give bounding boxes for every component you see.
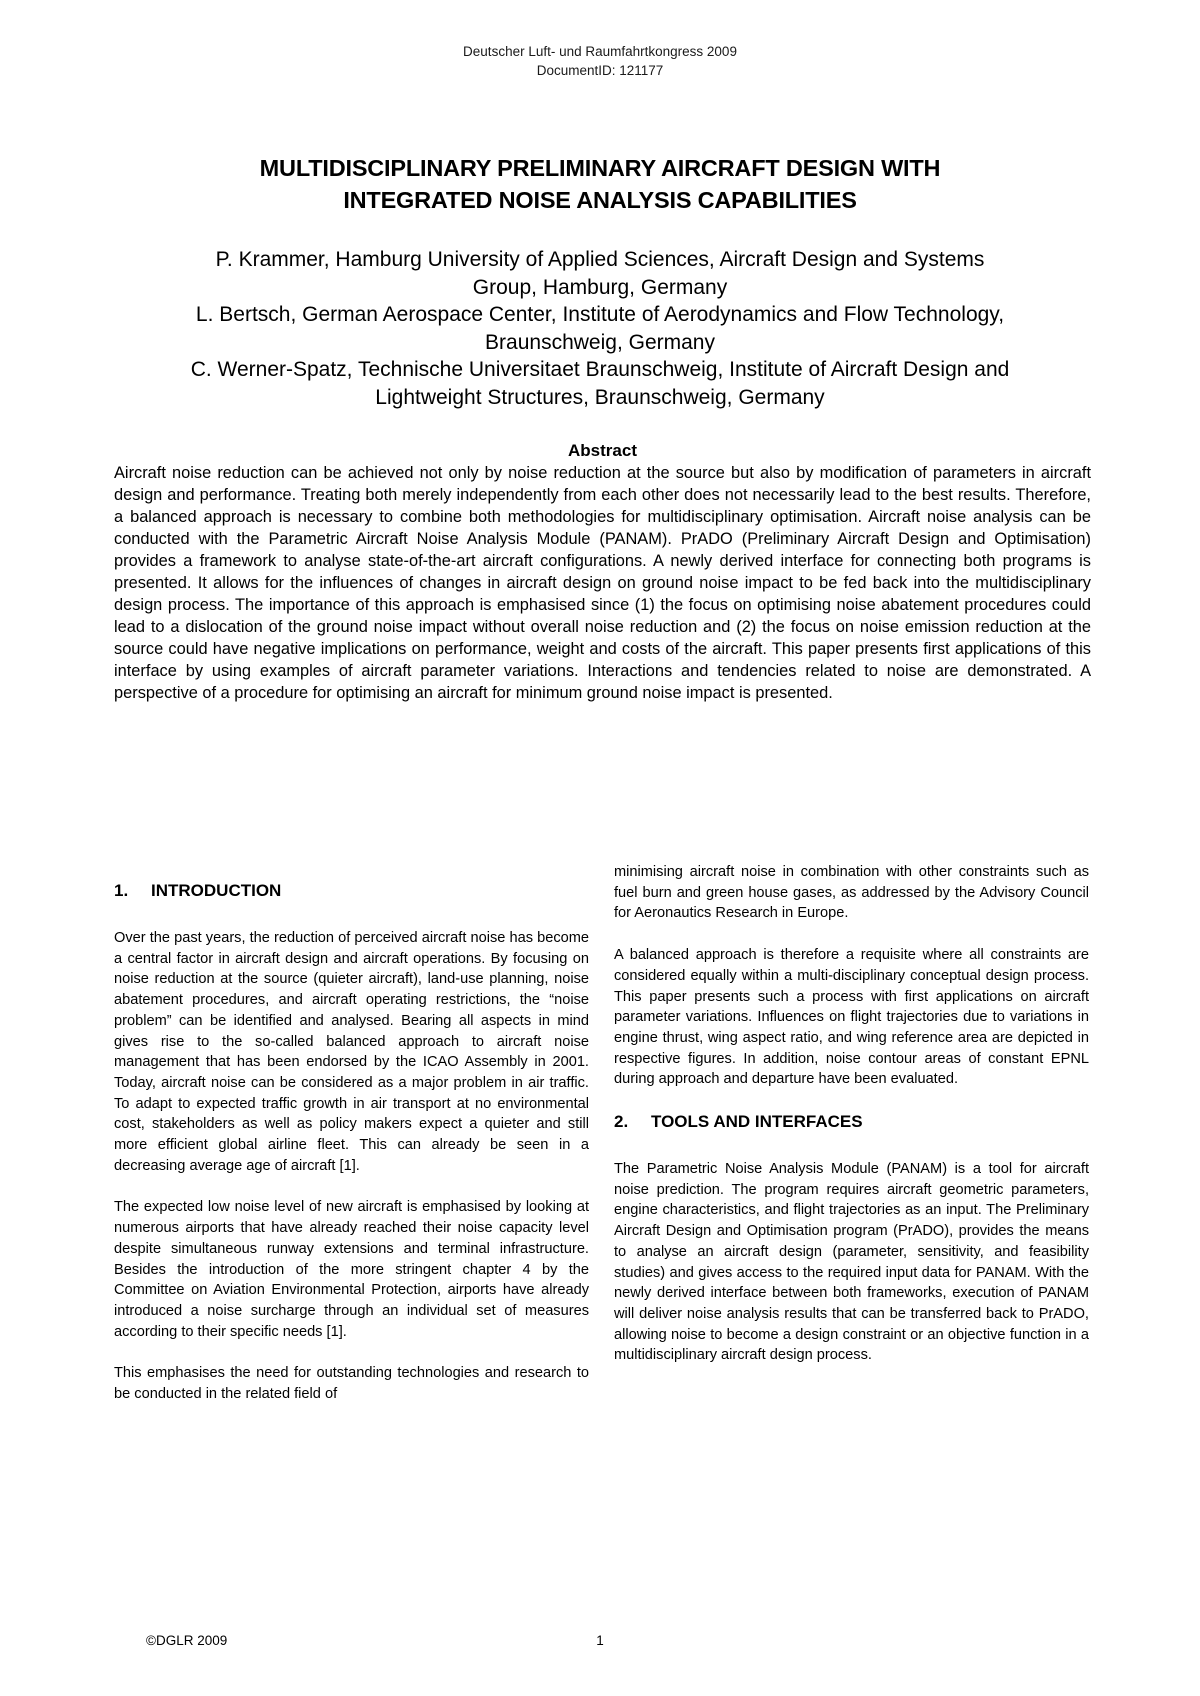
author-3-line-1: C. Werner-Spatz, Technische Universitaet Braunschweig, Institute of Aircraft Design and (190, 358, 1010, 381)
author-list (80, 246, 1120, 411)
author-1-line-1: P. Krammer, Hamburg University of Applied Sciences, Aircraft Design and Systems (215, 248, 985, 271)
running-header (0, 42, 1200, 80)
section-title: TOOLS AND INTERFACES (651, 1112, 863, 1132)
author-2-line-1: L. Bertsch, German Aerospace Center, Institute of Aerodynamics and Flow Technology, (195, 303, 1005, 326)
paragraph: This emphasises the need for outstanding technologies and research to be conducted in the related field of (114, 1365, 589, 1403)
paper-title (100, 152, 1100, 216)
section-heading-introduction (114, 880, 589, 902)
paragraph: Over the past years, the reduction of perceived aircraft noise has become a central factor in aircraft design and aircraft operations. By focusing on noise reduction at the source (quieter aircraft), land-use planning, noise abatement procedures, and aircraft operating restrictions, the “noise problem” can be identified and analysed. Bearing all aspects in mind gives rise to the so-called balanced approach to aircraft noise management that has been endorsed by the ICAO Assembly in 2001. Today, aircraft noise can be considered as a major problem in air traffic. To adapt to expected traffic growth in air transport at no environmental cost, stakeholders as well as policy makers expect a quieter and still more efficient global airline fleet. This can already be seen in a decreasing average age of aircraft [1]. (114, 930, 589, 1174)
paragraph: The expected low noise level of new aircraft is emphasised by looking at numerous airports that have already reached their noise capacity level despite simultaneous runway extensions and terminal infrastructure. Besides the introduction of the more stringent chapter 4 by the Committee on Aviation Environmental Protection, airports have already introduced a noise surcharge through an individual set of measures according to their specific needs [1]. (114, 1199, 589, 1340)
conference-name: Deutscher Luft- und Raumfahrtkongress 2009 (463, 44, 737, 59)
paragraph: The Parametric Noise Analysis Module (PANAM) is a tool for aircraft noise prediction. The program requires aircraft geometric parameters, engine characteristics, and flight trajectories as an input. The Preliminary Aircraft Design and Optimisation program (PrADO), provides the means to analyse an aircraft design (parameter, sensitivity, and feasibility studies) and gives access to the required input data for PANAM. With the newly derived interface between both frameworks, execution of PANAM will deliver noise analysis results that can be transferred back to PrADO, allowing noise to become a design constraint or an objective function in a multidisciplinary aircraft design process. (614, 1161, 1089, 1364)
author-1-line-2: Group, Hamburg, Germany (472, 275, 728, 299)
abstract-heading: Abstract (568, 441, 637, 460)
right-column (614, 862, 1089, 1387)
document-id: DocumentID: 121177 (536, 63, 664, 78)
title-line-2: INTEGRATED NOISE ANALYSIS CAPABILITIES (343, 187, 857, 213)
abstract-section (114, 440, 1091, 704)
paragraph: A balanced approach is therefore a requisite where all constraints are considered equally within a multi-disciplinary conceptual design process. This paper presents such a process with first applications on aircraft parameter variations. Influences on flight trajectories due to variations in engine thrust, wing aspect ratio, and wing reference area are depicted in respective figures. In addition, noise contour areas of constant EPNL during approach and departure have been evaluated. (614, 947, 1089, 1088)
paragraph: minimising aircraft noise in combination with other constraints such as fuel burn and green house gases, as addressed by the Advisory Council for Aeronautics Research in Europe. (614, 864, 1089, 922)
footer-page-number: 1 (596, 1633, 604, 1648)
author-3-line-2: Lightweight Structures, Braunschweig, Germany (375, 385, 825, 409)
footer-copyright: ©DGLR 2009 (146, 1633, 228, 1648)
section-title: INTRODUCTION (151, 881, 282, 900)
abstract-text: Aircraft noise reduction can be achieved not only by noise reduction at the source but also by modification of parameters in aircraft design and performance. Treating both merely independently from each other does not necessarily lead to the best results. Therefore, a balanced approach is necessary to combine both methodologies for multidisciplinary optimisation. Aircraft noise analysis can be conducted with the Parametric Aircraft Noise Analysis Module (PANAM). PrADO (Preliminary Aircraft Design and Optimisation) provides a framework to analyse state-of-the-art aircraft configurations. A newly derived interface for connecting both programs is presented. It allows for the influences of changes in aircraft design on ground noise impact to be fed back into the multidisciplinary design process. The importance of this approach is emphasised since (1) the focus on optimising noise abatement procedures could lead to a dislocation of the ground noise impact without overall noise reduction and (2) the focus on noise emission reduction at the source could have negative implications on performance, weight and costs of the aircraft. This paper presents first applications of this interface by using examples of aircraft parameter variations. Interactions and tendencies related to noise are demonstrated. A perspective of a procedure for optimising an aircraft for minimum ground noise impact is presented. (114, 464, 1091, 702)
section-number: 1. (114, 881, 129, 900)
title-line-1: MULTIDISCIPLINARY PRELIMINARY AIRCRAFT DESIGN WITH (259, 155, 941, 181)
section-number: 2. (614, 1112, 629, 1132)
section-heading-tools-and-interfaces (614, 1111, 1089, 1133)
left-column (114, 862, 589, 1426)
author-2-line-2: Braunschweig, Germany (485, 330, 715, 354)
